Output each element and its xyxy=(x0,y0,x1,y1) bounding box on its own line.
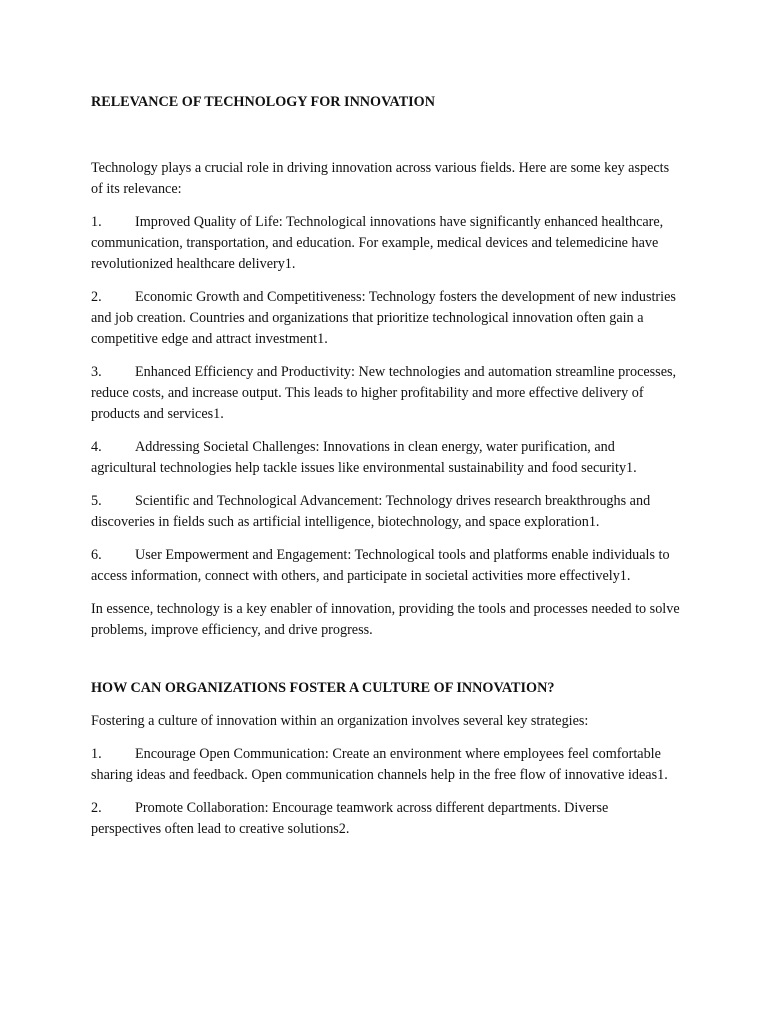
list-item xyxy=(91,545,681,587)
list-item-text: User Empowerment and Engagement: Technological tools and platforms enable individuals to access information, connect with others, and participate in societal activities more effectively1. xyxy=(91,547,670,584)
list-item-text: Economic Growth and Competitiveness: Technology fosters the development of new industries and job creation. Countries and organizations that prioritize technological innovation often gain a competitive edge and attract investment1. xyxy=(91,289,676,347)
list-item-text: Scientific and Technological Advancement: Technology drives research breakthroughs and discoveries in fields such as artificial intelligence, biotechnology, and space exploration1. xyxy=(91,493,651,530)
list-item-number: 5. xyxy=(91,493,102,509)
list-item-number: 4. xyxy=(91,439,102,455)
section-heading-innovation-culture: HOW CAN ORGANIZATIONS FOSTER A CULTURE OF INNOVATION? xyxy=(91,680,555,696)
document-page xyxy=(91,92,681,852)
list-item-text: Enhanced Efficiency and Productivity: New technologies and automation streamline processes, reduce costs, and increase output. This leads to higher profitability and more effective delivery of products and services1. xyxy=(91,364,677,422)
list-item xyxy=(91,362,681,425)
list-item-number: 2. xyxy=(91,800,102,816)
list-item-number: 6. xyxy=(91,547,102,563)
list-item-text: Promote Collaboration: Encourage teamwork across different departments. Diverse perspectives often lead to creative solutions2. xyxy=(91,800,609,837)
section2-intro-paragraph: Fostering a culture of innovation within an organization involves several key strategies: xyxy=(91,713,589,729)
section1-conclusion-paragraph: In essence, technology is a key enabler of innovation, providing the tools and processes needed to solve problems, improve efficiency, and drive progress. xyxy=(91,601,680,638)
list-item xyxy=(91,212,681,275)
list-item-text: Improved Quality of Life: Technological innovations have significantly enhanced healthcare, communication, transportation, and education. For example, medical devices and telemedicine have revolutionized healthcare delivery1. xyxy=(91,214,664,272)
list-item-text: Encourage Open Communication: Create an environment where employees feel comfortable sharing ideas and feedback. Open communication channels help in the free flow of innovative ideas1. xyxy=(91,746,668,783)
list-item xyxy=(91,744,681,786)
list-item-number: 1. xyxy=(91,746,102,762)
section-heading-technology-relevance: RELEVANCE OF TECHNOLOGY FOR INNOVATION xyxy=(91,94,435,110)
list-item xyxy=(91,437,681,479)
list-item xyxy=(91,491,681,533)
list-item-number: 3. xyxy=(91,364,102,380)
list-item-number: 1. xyxy=(91,214,102,230)
list-item-number: 2. xyxy=(91,289,102,305)
section1-intro-paragraph: Technology plays a crucial role in driving innovation across various fields. Here are some key aspects of its relevance: xyxy=(91,160,670,197)
list-item xyxy=(91,798,681,840)
list-item xyxy=(91,287,681,350)
list-item-text: Addressing Societal Challenges: Innovations in clean energy, water purification, and agricultural technologies help tackle issues like environmental sustainability and food security1. xyxy=(91,439,637,476)
